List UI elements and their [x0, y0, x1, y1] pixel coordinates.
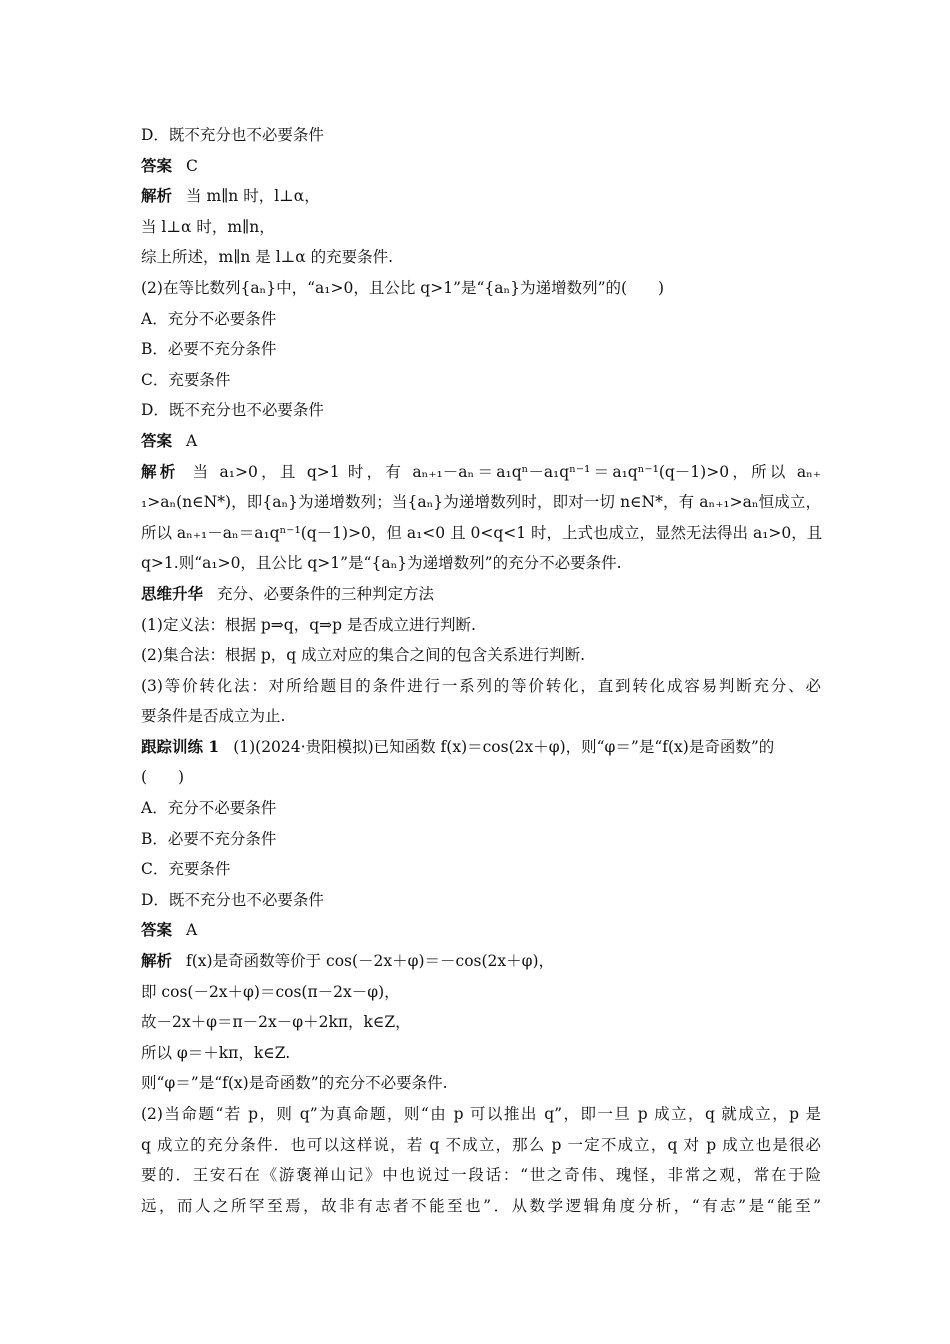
text-line-13: ₁>aₙ(n∈N*)，即{aₙ}为递增数列；当{aₙ}为递增数列时，即对一切 n∈N*，有 aₙ₊₁>aₙ恒成立， [141, 493, 821, 512]
option-c-2: C．充要条件 [141, 860, 231, 879]
method-3-cont: 要条件是否成立为止. [141, 707, 286, 726]
text-line-35: 要的．王安石在《游褒禅山记》中也说过一段话：“世之奇伟、瑰怪，非常之观，常在于险 [141, 1166, 821, 1185]
text-line-30: 故－2x＋φ＝π－2x－φ＋2kπ，k∈Z， [141, 1013, 411, 1032]
text-line-33: (2)当命题“若 p，则 q”为真命题，则“由 p 可以推出 q”，即一旦 p 成立，q 就成立，p 是 [141, 1105, 821, 1123]
text-line-14: 所以 aₙ₊₁－aₙ＝a₁qⁿ⁻¹(q－1)>0，但 a₁<0 且 0<q<1 时，上式也成立，显然无法得出 a₁>0，且 [141, 523, 823, 542]
practice-paren: ( ) [141, 768, 185, 787]
analysis-label: 解析 [141, 461, 179, 481]
option-c: C．充要条件 [141, 370, 231, 389]
option-d: D．既不充分也不必要条件 [141, 401, 324, 420]
method-3: (3)等价转化法：对所给题目的条件进行一系列的等价转化，直到转化成容易判断充分、必 [141, 676, 821, 695]
text-line-1: D．既不充分也不必要条件 [141, 126, 324, 144]
option-b-2: B．必要不充分条件 [141, 829, 277, 848]
text-line-15: q>1.则“a₁>0，且公比 q>1”是“{aₙ}为递增数列”的充分不必要条件. [141, 554, 622, 573]
summary-label: 思维升华 [141, 583, 204, 603]
text-line-34: q 成立的充分条件．也可以这样说，若 q 不成立，那么 p 一定不成立，q 对 p 成立也是很必 [141, 1135, 821, 1154]
text-line-31: 所以 φ＝＋kπ，k∈Z. [141, 1043, 291, 1062]
text-line-36: 远，而人之所罕至焉，故非有志者不能至也”．从数学逻辑角度分析，“有志”是“能至” [141, 1196, 821, 1215]
text-line-29: 即 cos(－2x＋φ)＝cos(π－2x－φ)， [141, 982, 400, 1001]
answer-line-1: 答案 C [141, 155, 198, 175]
text-line-5: 综上所述，m∥n 是 l⊥α 的充要条件. [141, 248, 394, 267]
practice-label: 跟踪训练 1 [141, 736, 220, 756]
option-d-2: D．既不充分也不必要条件 [141, 890, 324, 909]
option-a-2: A．充分不必要条件 [141, 799, 277, 818]
summary-heading: 思维升华 充分、必要条件的三种判定方法 [141, 583, 435, 603]
question-2: (2)在等比数列{aₙ}中，“a₁>0，且公比 q>1”是“{aₙ}为递增数列”的( ) [141, 278, 665, 297]
answer-line-2: 答案 A [141, 430, 198, 450]
analysis-line-1: 解析 当 m∥n 时，l⊥α， [141, 186, 320, 206]
option-b: B．必要不充分条件 [141, 340, 277, 359]
option-a: A．充分不必要条件 [141, 309, 277, 328]
analysis-label: 解析 [141, 951, 173, 971]
text-line-4: 当 l⊥α 时，m∥n， [141, 217, 275, 236]
analysis-line-3: 解析 f(x)是奇函数等价于 cos(－2x＋φ)＝－cos(2x＋φ)， [141, 951, 555, 971]
method-2: (2)集合法：根据 p，q 成立对应的集合之间的包含关系进行判断. [141, 646, 586, 665]
text-line-32: 则“φ＝”是“f(x)是奇函数”的充分不必要条件. [141, 1074, 448, 1093]
answer-line-3: 答案 A [141, 920, 198, 940]
answer-label: 答案 [141, 155, 173, 175]
answer-label: 答案 [141, 430, 173, 450]
answer-label: 答案 [141, 920, 173, 940]
practice-heading: 跟踪训练 1 (1)(2024·贵阳模拟)已知函数 f(x)＝cos(2x＋φ)，则“φ＝”是“f(x)是奇函数”的 [141, 736, 775, 756]
document-page [141, 120, 821, 1221]
analysis-line-2: 解析 当 a₁>0，且 q>1 时，有 aₙ₊₁－aₙ＝a₁qⁿ－a₁qⁿ⁻¹＝a₁qⁿ⁻¹(q－1)>0，所以 aₙ₊ [141, 461, 821, 481]
analysis-label: 解析 [141, 186, 173, 206]
method-1: (1)定义法：根据 p⇒q，q⇒p 是否成立进行判断. [141, 615, 476, 634]
